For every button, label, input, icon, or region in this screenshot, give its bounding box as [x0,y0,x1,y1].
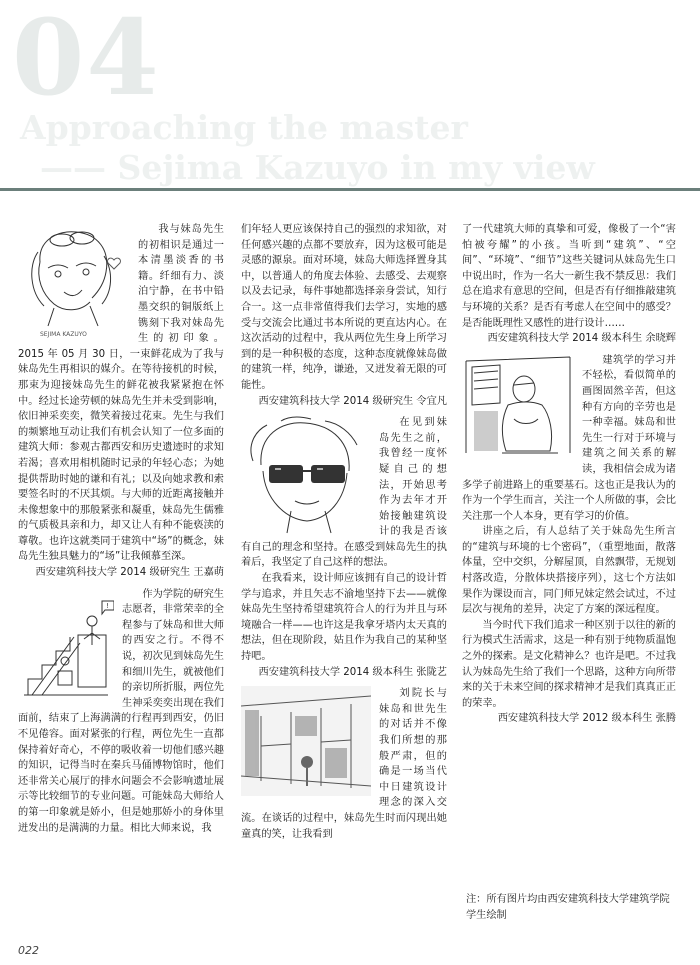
svg-text:!: ! [106,601,109,610]
sketch-stairs-figures [18,587,114,701]
essay-3-text-b: 在我看来，设计师应该拥有自己的设计哲学与追求，并且矢志不渝地坚持下去——就像妹岛先生坚持希望建筑符合人的行为并且与环境融合一样——也许这是我拿牙塔内太天真的想法，但在现阶段，姑且作为我自己的某种坚持吧。 [241,573,447,663]
title-line-1: Approaching the master [20,108,468,147]
essay-4-author: 西安建筑科技大学 2014 级本科生 余晓辉 [487,333,676,345]
column-2 [241,222,447,842]
essay-4-text-continued: 了一代建筑大师的真挚和可爱，像极了一个“害怕被夸耀”的小孩。当听到“建筑”、“空间”、“环境”、“细节”这些关键词从妹岛先生口中说出时，作为一名大一新生我不禁反思：我们总在追求有意思的空间，但是否有仔细推敲建筑与环境的关系？是否有考虑人在空间中的感受？是否能既理性又感性的进行设计…… [462,224,676,329]
essay-2-text: 作为学院的研究生志愿者，非常荣幸的全程参与了妹岛和世大师的西安之行。不得不说，初次见到妹岛先生和细川先生，就被他们的亲切所折服，两位先生神采奕奕出现在我们面前，结束了上海满满的行程再到西安，仍旧不见倦容。面对紧张的行程，两位先生一直都保持着好奇心，不停的吸收着一切他们感兴趣的知识，记得当时在秦兵马俑博物馆时，他们还非常关心展厅的排水问题会不会影响遗址展示等比较细节的专业问题。可能妹岛大师给人的第一印象就是娇小，但是她那娇小的身体里迸发出的是满满的力量。相比大师来说，我 [18,588,224,834]
title-line-2: —— Sejima Kazuyo in my view [40,148,595,187]
sketch-interior-room [241,686,371,796]
essay-4-text: 刘院长与妹岛和世先生的对话并不像我们所想的那般严肃，但的确是一场当代中日建筑设计理念的深入交流。在谈话的过程中，妹岛先生时而闪现出她童真的笑，让我看到 [241,688,447,840]
page-number: 022 [18,944,39,957]
title-divider [0,188,700,191]
essay-5-text-b: 讲座之后，有人总结了关于妹岛先生所言的“建筑与环境的七个密码”，（重塑地面，散落体量，空中交织，分解屋顶，自然飘带，无规划村落改造，分散体块搭接序列），这七个方法如果作为课设而言，同门师兄妹定然会试过，不过层次与视角的差异，决定了方案的深远程度。 [462,526,676,616]
essay-1-author: 西安建筑科技大学 2014 级研究生 王嘉萌 [35,567,224,579]
chapter-number: 04 [12,0,161,119]
sketch-portrait-glasses [241,415,371,535]
sketch-caption: SEJIMA KAZUYO [40,331,87,338]
essay-5-text-c: 当今时代下我们追求一种区别于以往的新的行为模式生活需求，这是一种有别于纯物质温饱之外的探索。是文化精神么？也许是吧。不过我认为妹岛先生给了我们一个思路，这种方向所带来的关于未来空间的探求精神才是我们真真正正的荣幸。 [462,619,676,709]
figure-credit-note: 注：所有图片均由西安建筑科技大学建筑学院学生绘制 [466,894,670,921]
essay-2-author: 西安建筑科技大学 2014 级研究生 令宜凡 [258,395,447,407]
essay-2-text-continued: 们年轻人更应该保持自己的强烈的求知欲，对任何感兴趣的点都不要放弃，因为这极可能是灵感的源泉。面对环境，妹岛大师选择置身其中，以普通人的角度去体验、去感受、去观察以及去记录，每件事她都选择亲身尝试，知行合一。这一点非常值得我们去学习，实地的感受与交流会比通过书本所说的更直达内心。在这次活动的过程中，我从两位先生身上所学习到的是一种积极的态度，这种态度就像妹岛做的建筑一样，纯净，谦逊，又迸发着无限的可能性。 [241,224,447,391]
column-3 [462,222,676,733]
essay-3-author: 西安建筑科技大学 2014 级本科生 张陇艺 [258,666,447,678]
column-1 [18,222,224,836]
essay-5-text: 建筑学的学习并不轻松，看似简单的画图固然辛苦，但这种有方向的辛劳也是一种幸福。妹岛和世先生一行对于环境与建筑之间关系的解读，我相信会成为诸多学子前进路上的重要基石。这也正是我认为的作为一个学生而言，关注一个人所做的事，会比关注那一个人本身，更有学习的价值。 [462,354,676,522]
sketch-seated-figure [462,353,574,463]
essay-5-author: 西安建筑科技大学 2012 级本科生 张腾 [497,713,676,725]
essay-3-text: 在见到妹岛先生之前，我曾经一度怀疑自己的想法，开始思考作为去年才开始接触建筑设计的我是否该有自己的理念和坚持。在感受到妹岛先生的执着后，我坚定了自己这样的想法。 [241,417,447,569]
essay-1-text: 我与妹岛先生的初相识是通过一本清墨淡香的书籍。纤细有力、淡泊宁静，在书中铅墨交织的铜版纸上镌刻下我对妹岛先生的初印象。2015 年 05 月 30 日，一束鲜花成为了我与妹岛先生再相识的媒介。在等待接机的时候，那束为迎接妹岛先生的鲜花被我紧紧抱在怀中。经过长途劳顿的妹岛先生并未受到影响，依旧神采奕奕，微笑着接过花束。先生与我们的频繁地互动让我们有机会认知了一位多面的建筑大师：参观古都西安和历史遗迹时的求知若渴；喜欢用相机随时记录的年轻心态；为她提供帮助时她的谦和有礼；以及向她求教和索要签名时的不厌其烦。与大师的近距离接触并未像想象中的那般紧张和凝重，妹岛先生儒雅的气质极具亲和力，却又让人有种不能亵渎的尊敬。也许这就类同于建筑中“场”的概念，妹岛先生独具魅力的“场”让我倾慕至深。 [18,224,224,563]
sketch-portrait-sejima [18,222,130,340]
